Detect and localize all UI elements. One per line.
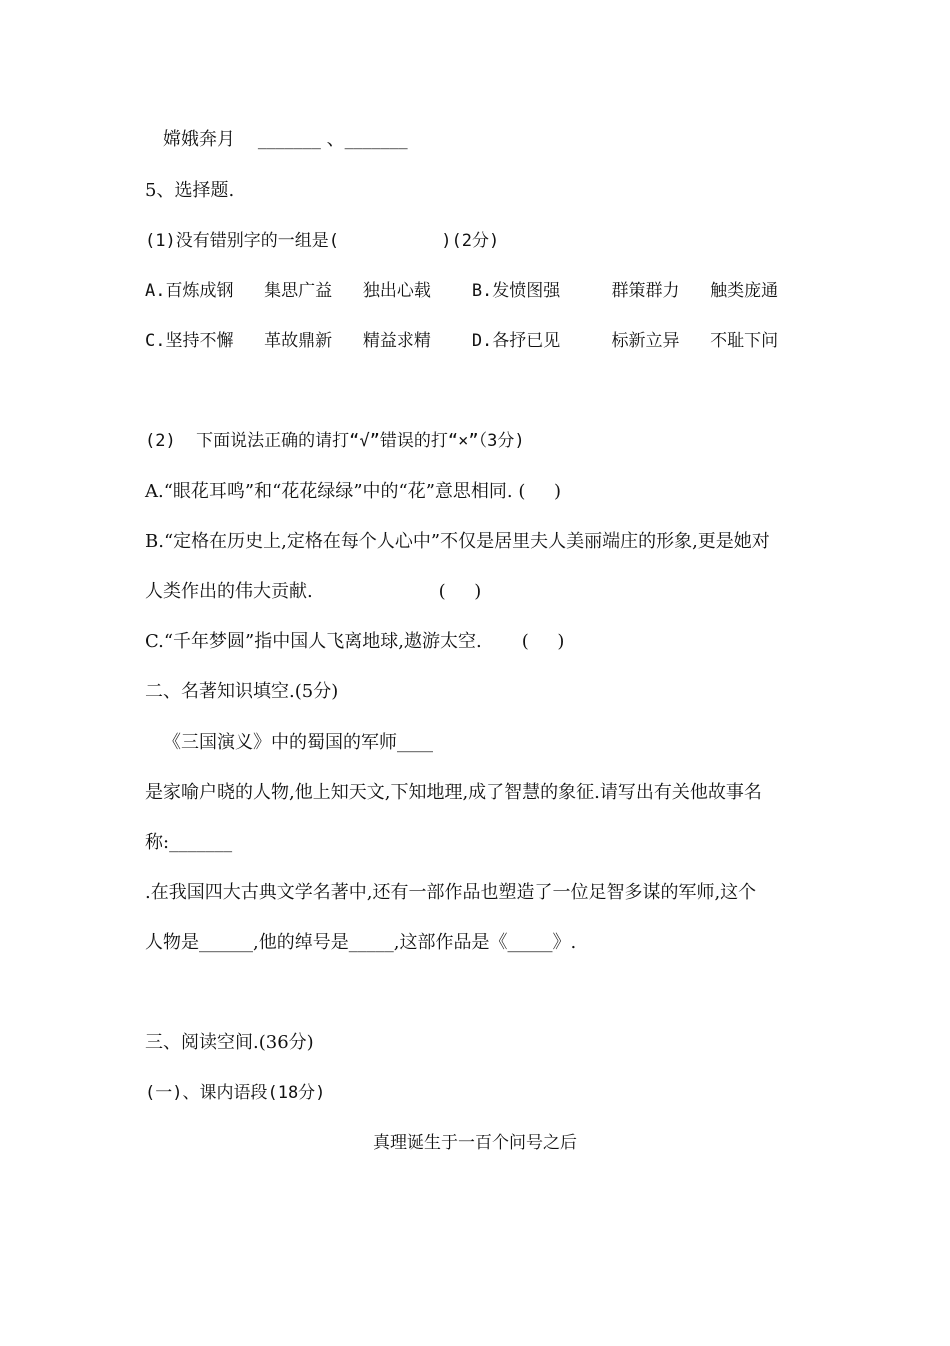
question-5-1-prompt: (1)没有错别字的一组是( )(2分) xyxy=(145,231,500,251)
section-2-text-3: 称:_______ xyxy=(145,832,233,853)
question-5-2-item-b: B.“定格在历史上,定格在每个人心中”不仅是居里夫人美丽端庄的形象,更是她对 xyxy=(145,531,770,552)
section-3-sub-heading: (一)、课内语段(18分) xyxy=(145,1083,326,1103)
passage-title: 真理诞生于一百个问号之后 xyxy=(373,1133,577,1153)
section-3-heading: 三、阅读空间.(36分) xyxy=(145,1032,314,1053)
question-5-heading: 5、选择题. xyxy=(145,180,235,201)
answer-line-change-e: 嫦娥奔月 _______ 、_______ xyxy=(163,129,408,150)
question-5-2-item-a: A.“眼花耳鸣”和“花花绿绿”中的“花”意思相同. ( ) xyxy=(145,481,562,502)
section-2-heading: 二、名著知识填空.(5分) xyxy=(145,681,339,702)
question-5-1-options-cd: C.坚持不懈 革故鼎新 精益求精 D.各抒已见 标新立异 不耻下问 xyxy=(145,331,779,351)
question-5-2-item-b-cont: 人类作出的伟大贡献. ( ) xyxy=(145,581,482,602)
section-2-text-5: 人物是______,他的绰号是_____,这部作品是《_____》. xyxy=(145,932,577,953)
question-5-1-options-ab: A.百炼成钢 集思广益 独出心载 B.发愤图强 群策群力 触类庞通 xyxy=(145,281,779,301)
section-2-text-1: 《三国演义》中的蜀国的军师____ xyxy=(163,732,433,753)
section-2-text-4: .在我国四大古典文学名著中,还有一部作品也塑造了一位足智多谋的军师,这个 xyxy=(145,882,757,903)
question-5-2-prompt: (2) 下面说法正确的请打“√”错误的打“×”（3分) xyxy=(145,431,525,451)
question-5-2-item-c: C.“千年梦圆”指中国人飞离地球,遨游太空. ( ) xyxy=(145,631,565,652)
section-2-text-2: 是家喻户晓的人物,他上知天文,下知地理,成了智慧的象征.请写出有关他故事名 xyxy=(145,782,762,803)
